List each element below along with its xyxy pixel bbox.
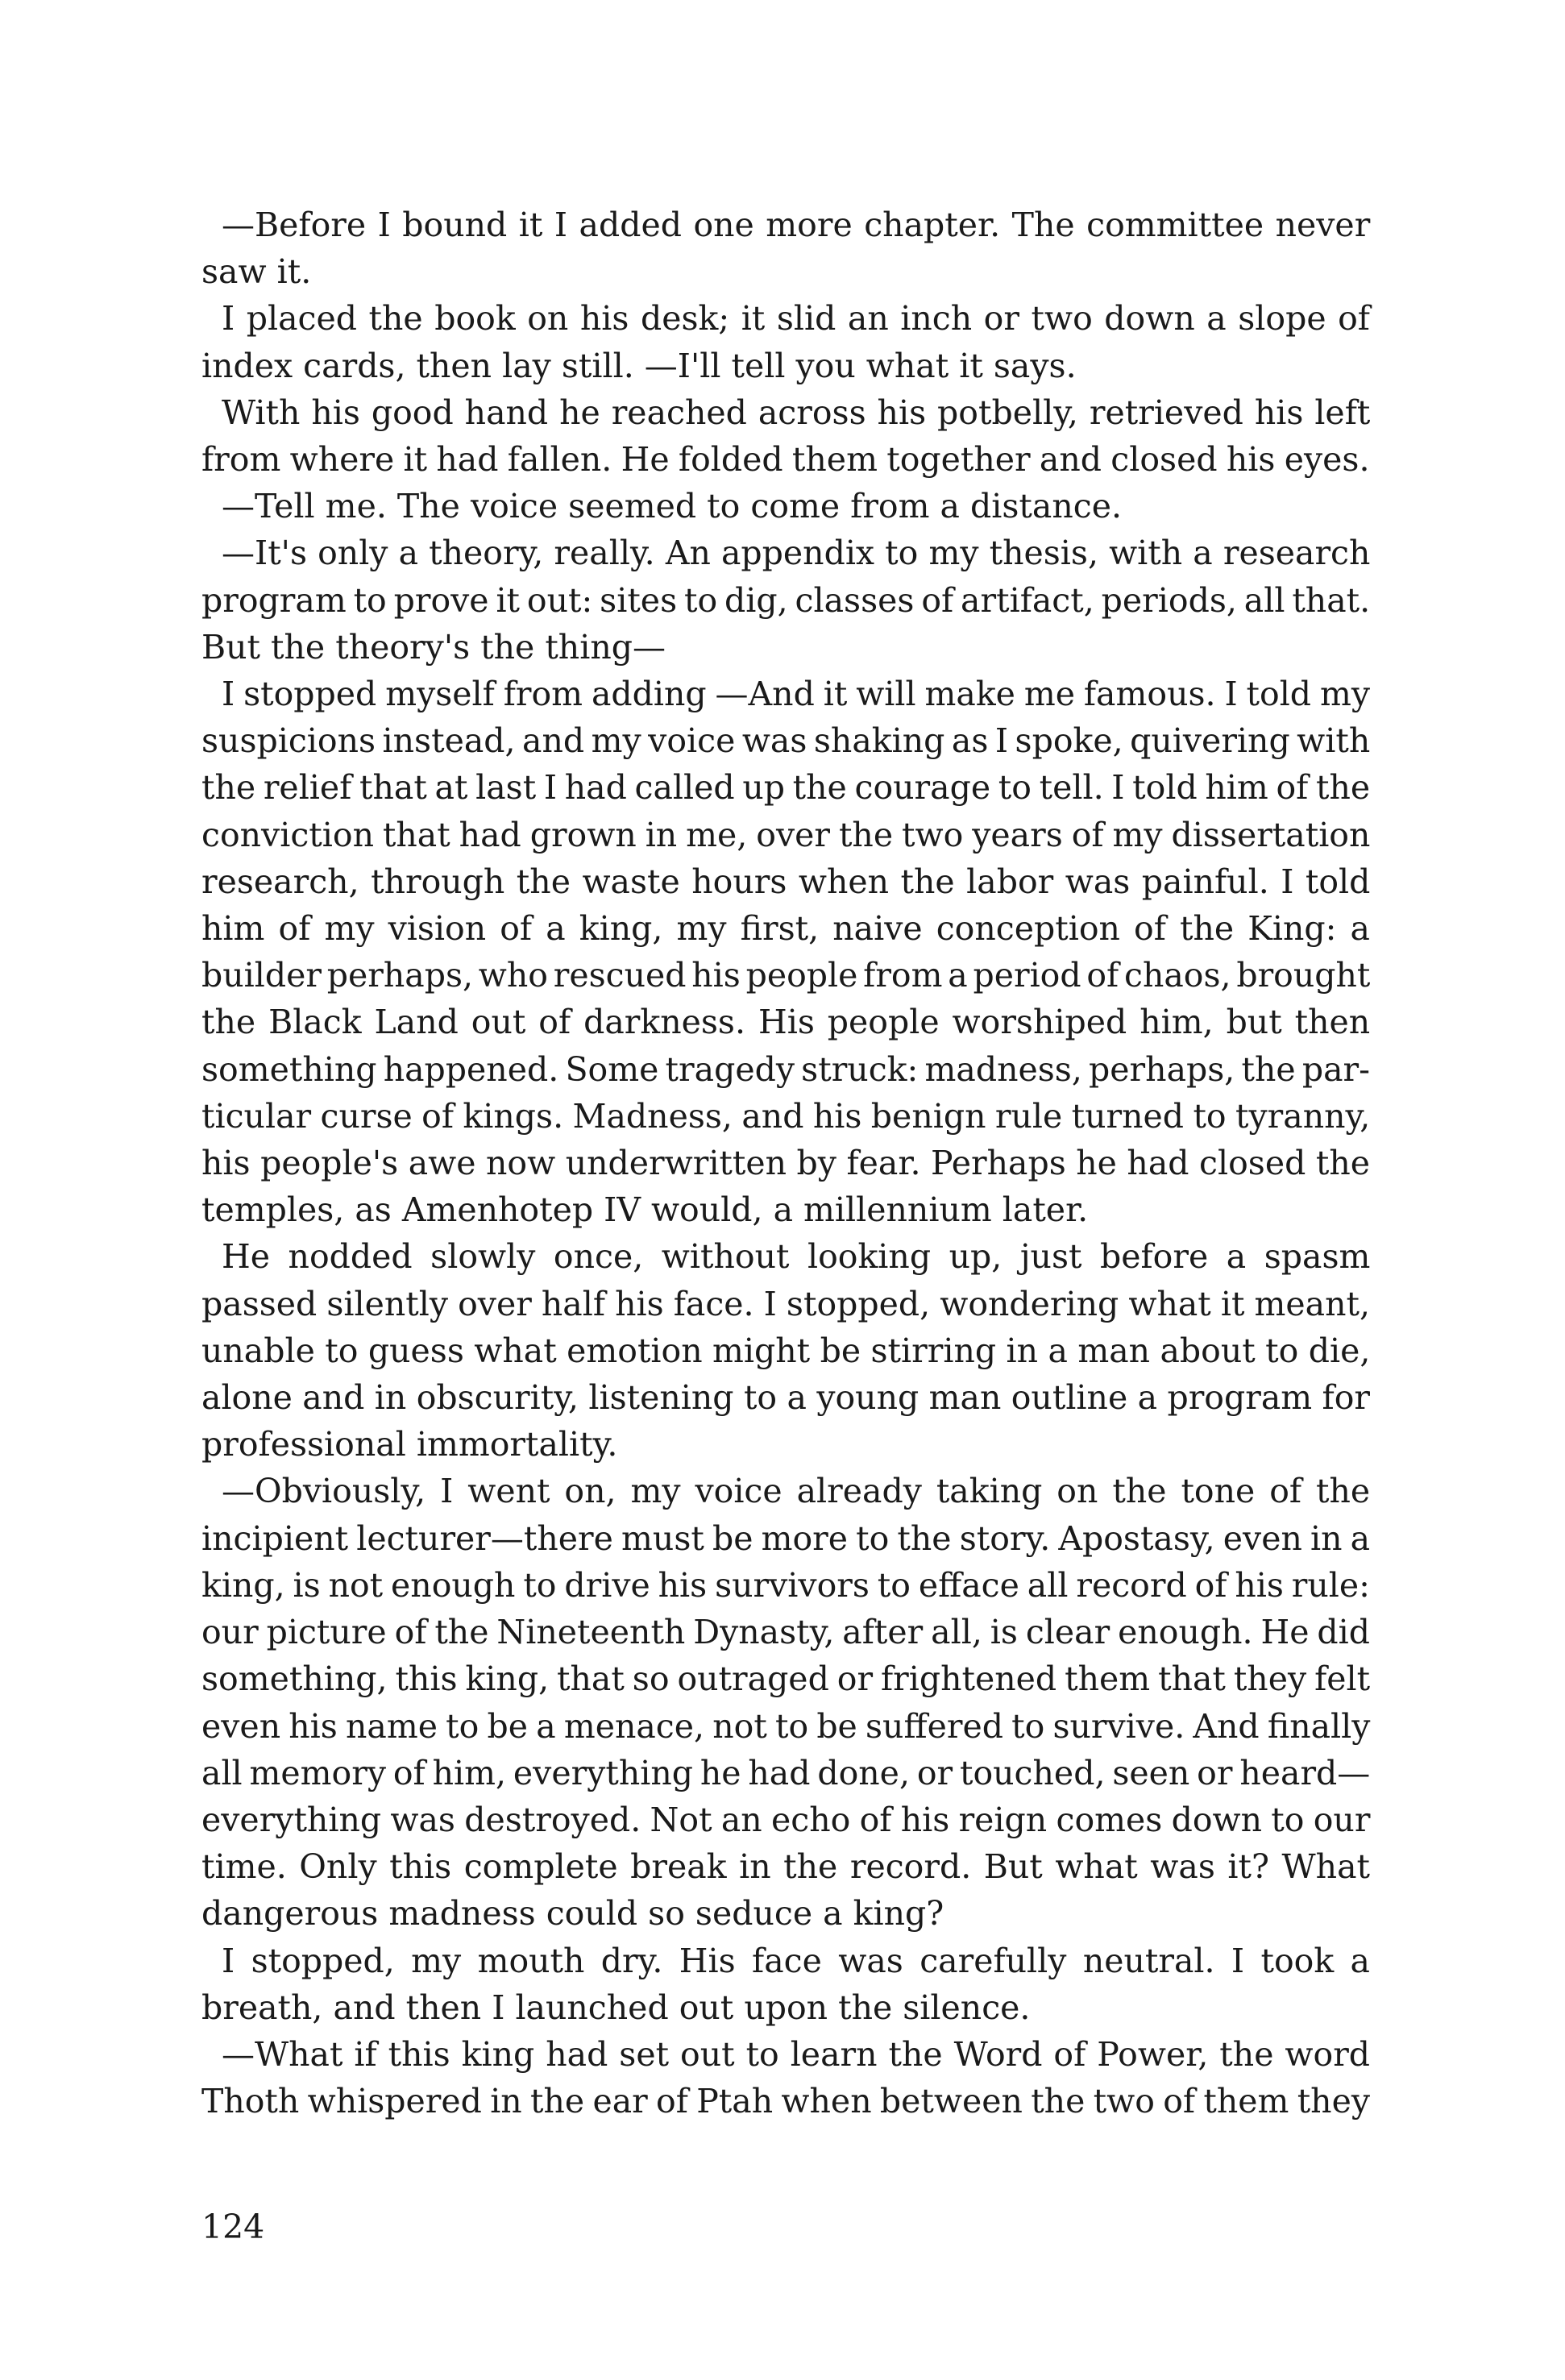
text-line: index cards, then lay still. —I'll tell you what it says. bbox=[201, 346, 1077, 385]
text-line: from where it had fallen. He folded them together and closed his eyes. bbox=[201, 440, 1370, 480]
text-line: our picture of the Nineteenth Dynasty, after all, is clear enough. He did bbox=[201, 1613, 1370, 1652]
text-line: But the theory's the thing— bbox=[201, 627, 666, 667]
text-line: I stopped, my mouth dry. His face was carefully neutral. I took a bbox=[222, 1941, 1370, 1980]
text-line: —It's only a theory, really. An appendix to my thesis, with a research bbox=[222, 534, 1371, 573]
text-line: something, this king, that so outraged or frightened them that they felt bbox=[201, 1659, 1371, 1699]
text-line: —Before I bound it I added one more chapter. The committee never bbox=[222, 206, 1371, 244]
text-line: With his good hand he reached across his potbelly, retrieved his left bbox=[222, 393, 1371, 432]
text-line: —Tell me. The voice seemed to come from a distance. bbox=[222, 487, 1122, 526]
body-text bbox=[201, 201, 1370, 2125]
text-line: research, through the waste hours when the labor was painful. I told bbox=[201, 862, 1371, 901]
text-line: builder perhaps, who rescued his people from a period of chaos, brought bbox=[201, 956, 1371, 995]
text-line: his people's awe now underwritten by fear. Perhaps he had closed the bbox=[201, 1144, 1370, 1183]
text-line: incipient lecturer—there must be more to the story. Apostasy, even in a bbox=[201, 1518, 1371, 1558]
text-line: temples, as Amenhotep IV would, a millennium later. bbox=[201, 1190, 1089, 1230]
text-line: —What if this king had set out to learn the Word of Power, the word bbox=[222, 2034, 1371, 2074]
text-line: unable to guess what emotion might be stirring in a man about to die, bbox=[201, 1331, 1371, 1370]
page-number: 124 bbox=[201, 2208, 265, 2246]
text-line: him of my vision of a king, my first, naive conception of the King: a bbox=[201, 909, 1370, 949]
text-line: I stopped myself from adding —And it will make me famous. I told my bbox=[222, 675, 1370, 714]
text-line: breath, and then I launched out upon the silence. bbox=[201, 1987, 1031, 2027]
text-line: program to prove it out: sites to dig, classes of artifact, periods, all that. bbox=[201, 580, 1371, 620]
text-line: dangerous madness could so seduce a king? bbox=[201, 1894, 944, 1933]
text-line: even his name to be a menace, not to be suffered to survive. And finally bbox=[201, 1706, 1371, 1746]
text-line: alone and in obscurity, listening to a young man outline a program for bbox=[201, 1378, 1370, 1418]
text-line: the relief that at last I had called up the courage to tell. I told him of the bbox=[201, 768, 1371, 808]
text-line: everything was destroyed. Not an echo of his reign comes down to our bbox=[201, 1800, 1371, 1839]
text-line: —Obviously, I went on, my voice already taking on the tone of the bbox=[222, 1472, 1371, 1511]
text-line: ticular curse of kings. Madness, and his benign rule turned to tyranny, bbox=[201, 1096, 1371, 1136]
text-line: saw it. bbox=[201, 252, 312, 292]
text-line: professional immortality. bbox=[201, 1425, 618, 1464]
text-line: Thoth whispered in the ear of Ptah when between the two of them they bbox=[201, 2082, 1370, 2121]
text-line: conviction that had grown in me, over the two years of my dissertation bbox=[201, 815, 1371, 854]
text-line: passed silently over half his face. I stopped, wondering what it meant, bbox=[201, 1284, 1370, 1323]
text-line: He nodded slowly once, without looking up, just before a spasm bbox=[222, 1237, 1371, 1277]
text-line: time. Only this complete break in the record. But what was it? What bbox=[201, 1847, 1370, 1887]
text-line: suspicions instead, and my voice was shaking as I spoke, quivering with bbox=[201, 721, 1371, 761]
text-line: something happened. Some tragedy struck: madness, perhaps, the par- bbox=[201, 1049, 1370, 1089]
text-line: all memory of him, everything he had done, or touched, seen or heard— bbox=[201, 1753, 1371, 1792]
text-line: the Black Land out of darkness. His people worshiped him, but then bbox=[201, 1003, 1371, 1042]
text-line: I placed the book on his desk; it slid an inch or two down a slope of bbox=[222, 299, 1370, 339]
text-line: king, is not enough to drive his survivors to efface all record of his rule: bbox=[201, 1565, 1370, 1605]
